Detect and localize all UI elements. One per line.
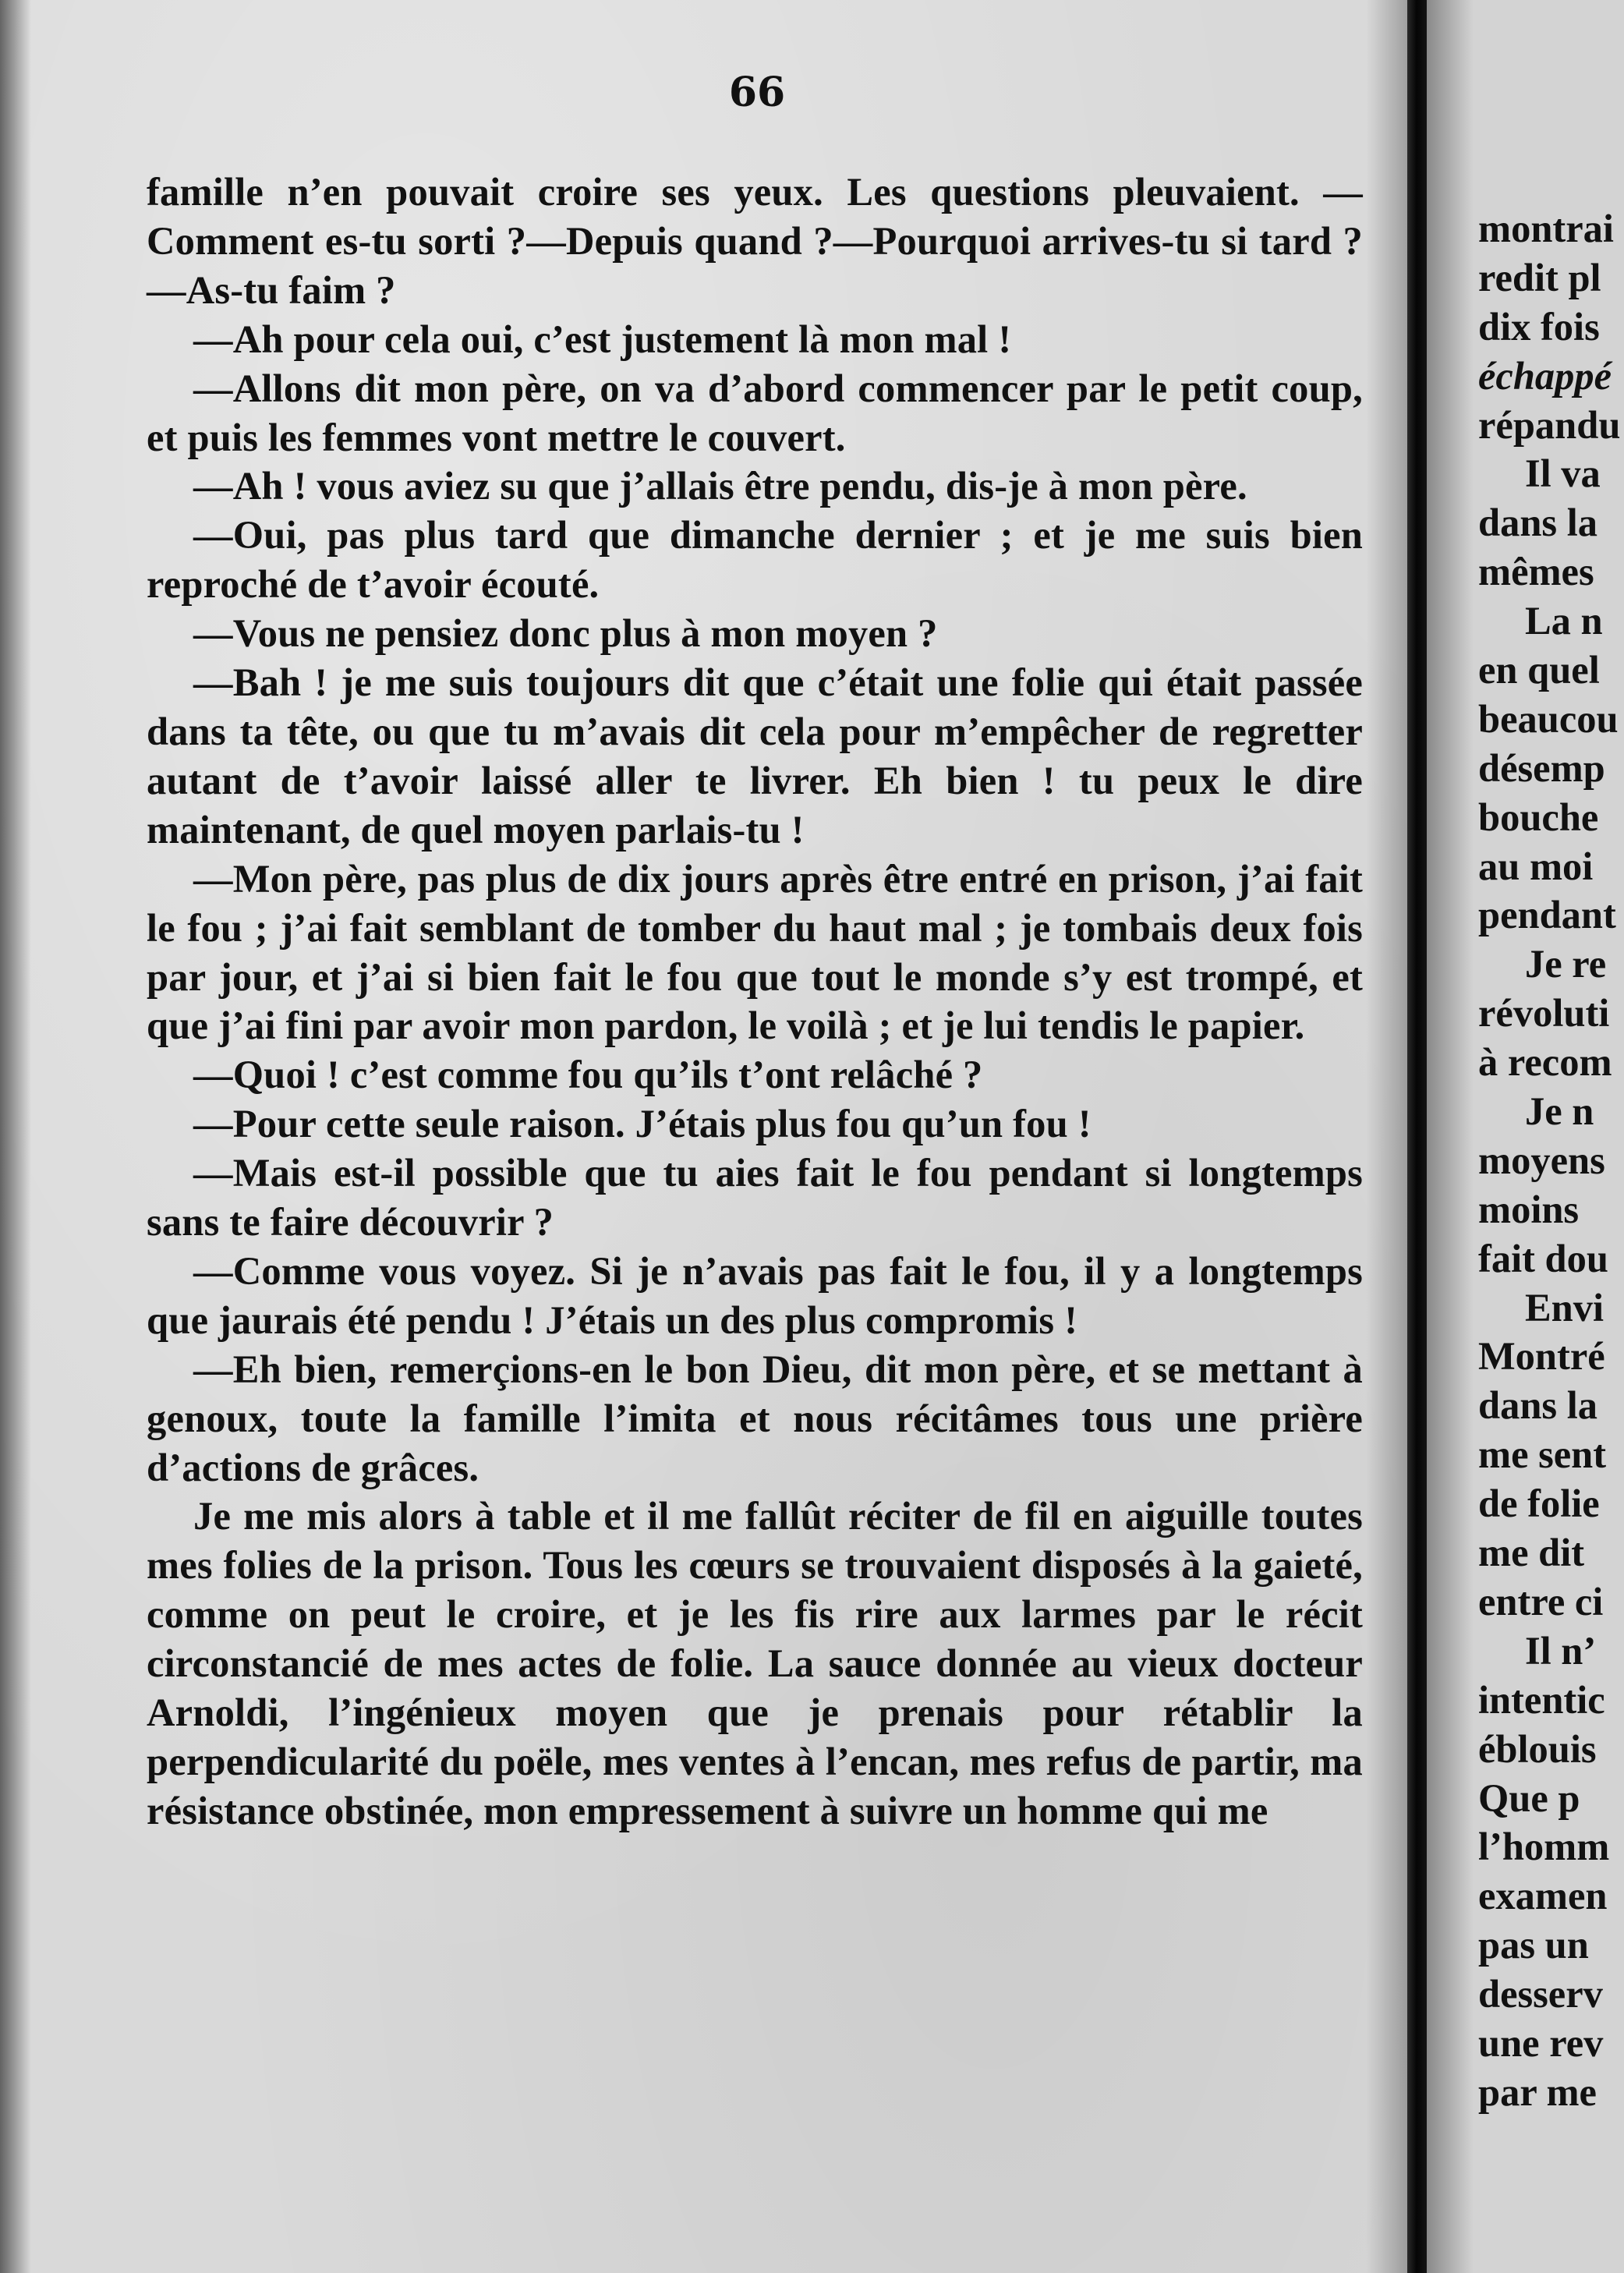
paragraph: —Pour cette seule raison. J’étais plus fou qu’un fou ! xyxy=(193,1102,1092,1146)
paragraph: —Eh bien, remerçions-en le bon Dieu, dit mon père, et se mettant à genoux, toute la famille l’imita et nous récitâmes tous une prière d’actions de grâces. xyxy=(147,1347,1363,1489)
text-line: examen xyxy=(1478,1874,1608,1918)
paragraph: —Allons dit mon père, on va d’abord commencer par le petit coup, et puis les femmes vont mettre le couvert. xyxy=(147,366,1363,459)
right-page xyxy=(1427,0,1624,2273)
text-line: par me xyxy=(1478,2069,1597,2114)
text-line: me sent xyxy=(1478,1432,1607,1477)
left-page-text xyxy=(147,168,1363,1836)
text-line: Montré xyxy=(1478,1334,1605,1379)
italic-text: échappé xyxy=(1478,353,1612,398)
text-line: bouche xyxy=(1478,795,1599,839)
text-line: mêmes xyxy=(1478,550,1594,594)
text-line: une rev xyxy=(1478,2020,1604,2065)
text-line: montrai xyxy=(1478,207,1614,250)
text-line xyxy=(1478,352,1624,401)
text-line: éblouis xyxy=(1478,1726,1597,1771)
text-line: Envi xyxy=(1525,1285,1605,1329)
paragraph: —Oui, pas plus tard que dimanche dernier ; et je me suis bien reproché de t’avoir écouté. xyxy=(147,513,1363,607)
text-line: redit pl xyxy=(1478,255,1601,299)
text-line: Je re xyxy=(1525,942,1607,986)
text-line: moyens xyxy=(1478,1138,1605,1182)
right-page-text xyxy=(1478,204,1624,2117)
text-line: répandu xyxy=(1478,402,1621,447)
text-line: en quel xyxy=(1478,648,1600,692)
paragraph: —Comme vous voyez. Si je n’avais pas fait le fou, il y a longtemps que jaurais été pendu ! J’étais un des plus compromis ! xyxy=(147,1248,1363,1342)
paragraph: —Vous ne pensiez donc plus à mon moyen ? xyxy=(193,611,938,656)
paragraph: —Mais est-il possible que tu aies fait le fou pendant si longtemps sans te faire découvrir ? xyxy=(147,1151,1363,1244)
text-line: à recom xyxy=(1478,1040,1612,1085)
text-line: Il n’ xyxy=(1525,1628,1597,1673)
paragraph: Je me mis alors à table et il me fallût réciter de fil en aiguille toutes mes folies de la prison. Tous les cœurs se trouvaient disposés à la gaieté, comme on peut le croire, et je les fis rire aux larmes par le récit circonstancié de mes actes de folie. La sauce donnée au vieux docteur Arnoldi, l’ingénieux moyen que je prenais pour rétablir la perpendicularité du poële, mes ventes à l’encan, mes refus de partir, ma résistance obstinée, mon empressement à suivre un homme qui me xyxy=(147,1494,1363,1832)
paragraph: famille n’en pouvait croire ses yeux. Les questions pleuvaient. —Comment es-tu sorti ?—Depuis quand ?—Pourquoi arrives-tu si tard ?—As-tu faim ? xyxy=(147,170,1363,312)
paragraph: —Quoi ! c’est comme fou qu’ils t’ont relâché ? xyxy=(193,1053,983,1097)
paragraph: —Ah pour cela oui, c’est justement là mon mal ! xyxy=(193,317,1012,361)
paragraph: —Ah ! vous aviez su que j’allais être pendu, dis-je à mon père. xyxy=(193,464,1247,508)
paragraph: —Bah ! je me suis toujours dit que c’était une folie qui était passée dans ta tête, ou que tu m’avais dit cela pour m’empêcher de regretter autant de t’avoir laissé aller te livrer. Eh bien ! tu peux le dire maintenant, de quel moyen parlais-tu ! xyxy=(147,660,1363,851)
text-line: pas un xyxy=(1478,1923,1589,1967)
paragraph: —Mon père, pas plus de dix jours après être entré en prison, j’ai fait le fou ; j’ai fait semblant de tomber du haut mal ; je tombais deux fois par jour, et j’ai si bien fait le fou que tout le monde s’y est trompé, et que j’ai fini par avoir mon pardon, le voilà ; et je lui tendis le papier. xyxy=(147,856,1363,1048)
text-line: fait dou xyxy=(1478,1236,1608,1280)
text-line: pendant xyxy=(1478,893,1616,937)
text-line: La n xyxy=(1525,599,1603,643)
text-line: désemp xyxy=(1478,745,1605,790)
text-line: dans la xyxy=(1478,501,1597,545)
text-line: de folie xyxy=(1478,1482,1600,1526)
text-line: beaucou xyxy=(1478,696,1619,741)
text-line: dans la xyxy=(1478,1383,1597,1428)
page-edge-shadow xyxy=(0,0,31,2273)
text-line: Je n xyxy=(1525,1089,1594,1134)
text-line: Que p xyxy=(1478,1776,1580,1820)
text-line: au moi xyxy=(1478,844,1594,888)
page-number: 66 xyxy=(728,69,786,116)
text-line: entre ci xyxy=(1478,1579,1604,1623)
text-line: moins xyxy=(1478,1187,1580,1231)
right-gutter-shadow xyxy=(1427,0,1474,2273)
text-line: dix fois xyxy=(1478,304,1600,349)
text-line: intentic xyxy=(1478,1677,1605,1722)
text-line: l’homm xyxy=(1478,1825,1610,1869)
text-line: desserv xyxy=(1478,1972,1603,2016)
text-line: révoluti xyxy=(1478,991,1610,1036)
text-line: Il va xyxy=(1525,451,1601,496)
text-line: me dit xyxy=(1478,1531,1585,1575)
